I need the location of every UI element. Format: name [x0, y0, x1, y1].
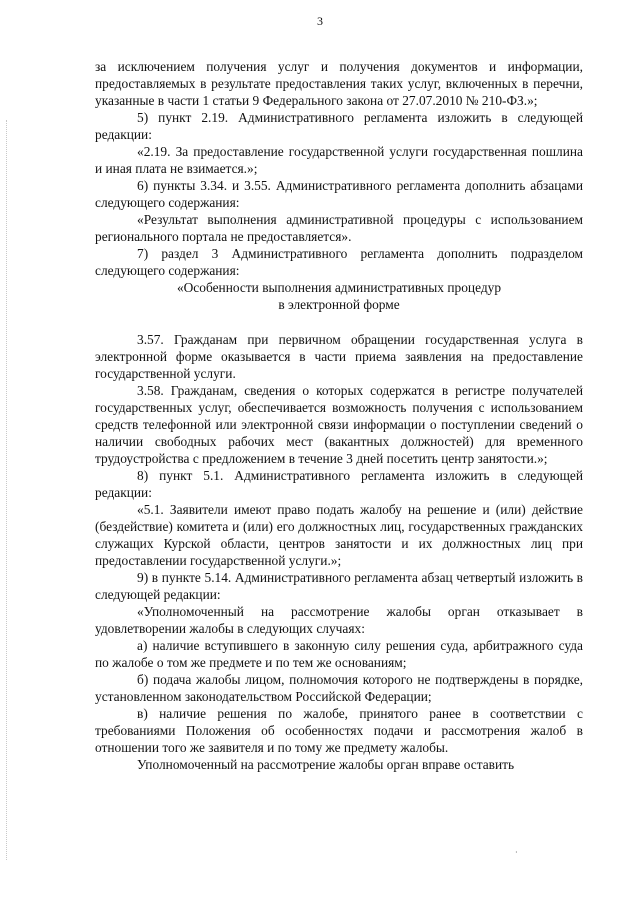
paragraph: за исключением получения услуг и получения документов и информации, предоставляемых в результате предоставления таких услуг, включенных в перечни, указанные в части 1 статьи 9 Федерального закона от 27.07.2010 № 210-ФЗ.»;	[95, 59, 583, 108]
paragraph: 3.58. Гражданам, сведения о которых содержатся в регистре получателей государственных услуг, обеспечивается возможность получения с использованием средств телефонной или электронной связи информации о поступлении сведений о наличии свободных рабочих мест (вакантных должностей) для временного трудоустройства с предложением в течение 3 дней посетить центр занятости.»;	[95, 383, 583, 466]
paragraph: 3.57. Гражданам при первичном обращении государственная услуга в электронной форме оказывается в части приема заявления на предоставление государственной услуги.	[95, 332, 583, 381]
paragraph: «5.1. Заявители имеют право подать жалобу на решение и (или) действие (бездействие) комитета и (или) его должностных лиц, государственных гражданских служащих Курской области, центров занятости и их должностных лиц при предоставлении государственной услуги.»;	[95, 502, 583, 568]
paragraph: 6) пункты 3.34. и 3.55. Административного регламента дополнить абзацами следующего содержания:	[95, 178, 583, 210]
paragraph: 9) в пункте 5.14. Административного регламента абзац четвертый изложить в следующей редакции:	[95, 570, 583, 602]
paragraph: 8) пункт 5.1. Административного регламента изложить в следующей редакции:	[95, 468, 583, 500]
paragraph: «Уполномоченный на рассмотрение жалобы орган отказывает в удовлетворении жалобы в следующих случаях:	[95, 604, 583, 636]
section-heading-line-1: «Особенности выполнения административных процедур	[176, 280, 502, 295]
margin-dotted-line	[6, 120, 9, 860]
page-number: 3	[317, 14, 323, 28]
paragraph: 7) раздел 3 Административного регламента дополнить подразделом следующего содержания:	[95, 246, 583, 278]
paragraph: б) подача жалобы лицом, полномочия которого не подтверждены в порядке, установленном законодательством Российской Федерации;	[95, 672, 583, 704]
section-heading-line-2: в электронной форме	[278, 297, 400, 312]
paragraph: «Результат выполнения административной процедуры с использованием регионального портала не предоставляется».	[95, 212, 583, 244]
paragraph: в) наличие решения по жалобе, принятого ранее в соответствии с требованиями Положения об особенностях подачи и рассмотрения жалоб в отношении того же заявителя и по тому же предмету жалобы.	[95, 706, 583, 755]
document-body	[95, 58, 583, 773]
paragraph: «2.19. За предоставление государственной услуги государственная пошлина и иная плата не взимается.»;	[95, 144, 583, 176]
paragraph: а) наличие вступившего в законную силу решения суда, арбитражного суда по жалобе о том же предмете и по тем же основаниям;	[95, 638, 583, 670]
paragraph: Уполномоченный на рассмотрение жалобы орган вправе оставить	[137, 757, 515, 772]
scan-speck: ·	[515, 848, 518, 857]
paragraph: 5) пункт 2.19. Административного регламента изложить в следующей редакции:	[95, 110, 583, 142]
